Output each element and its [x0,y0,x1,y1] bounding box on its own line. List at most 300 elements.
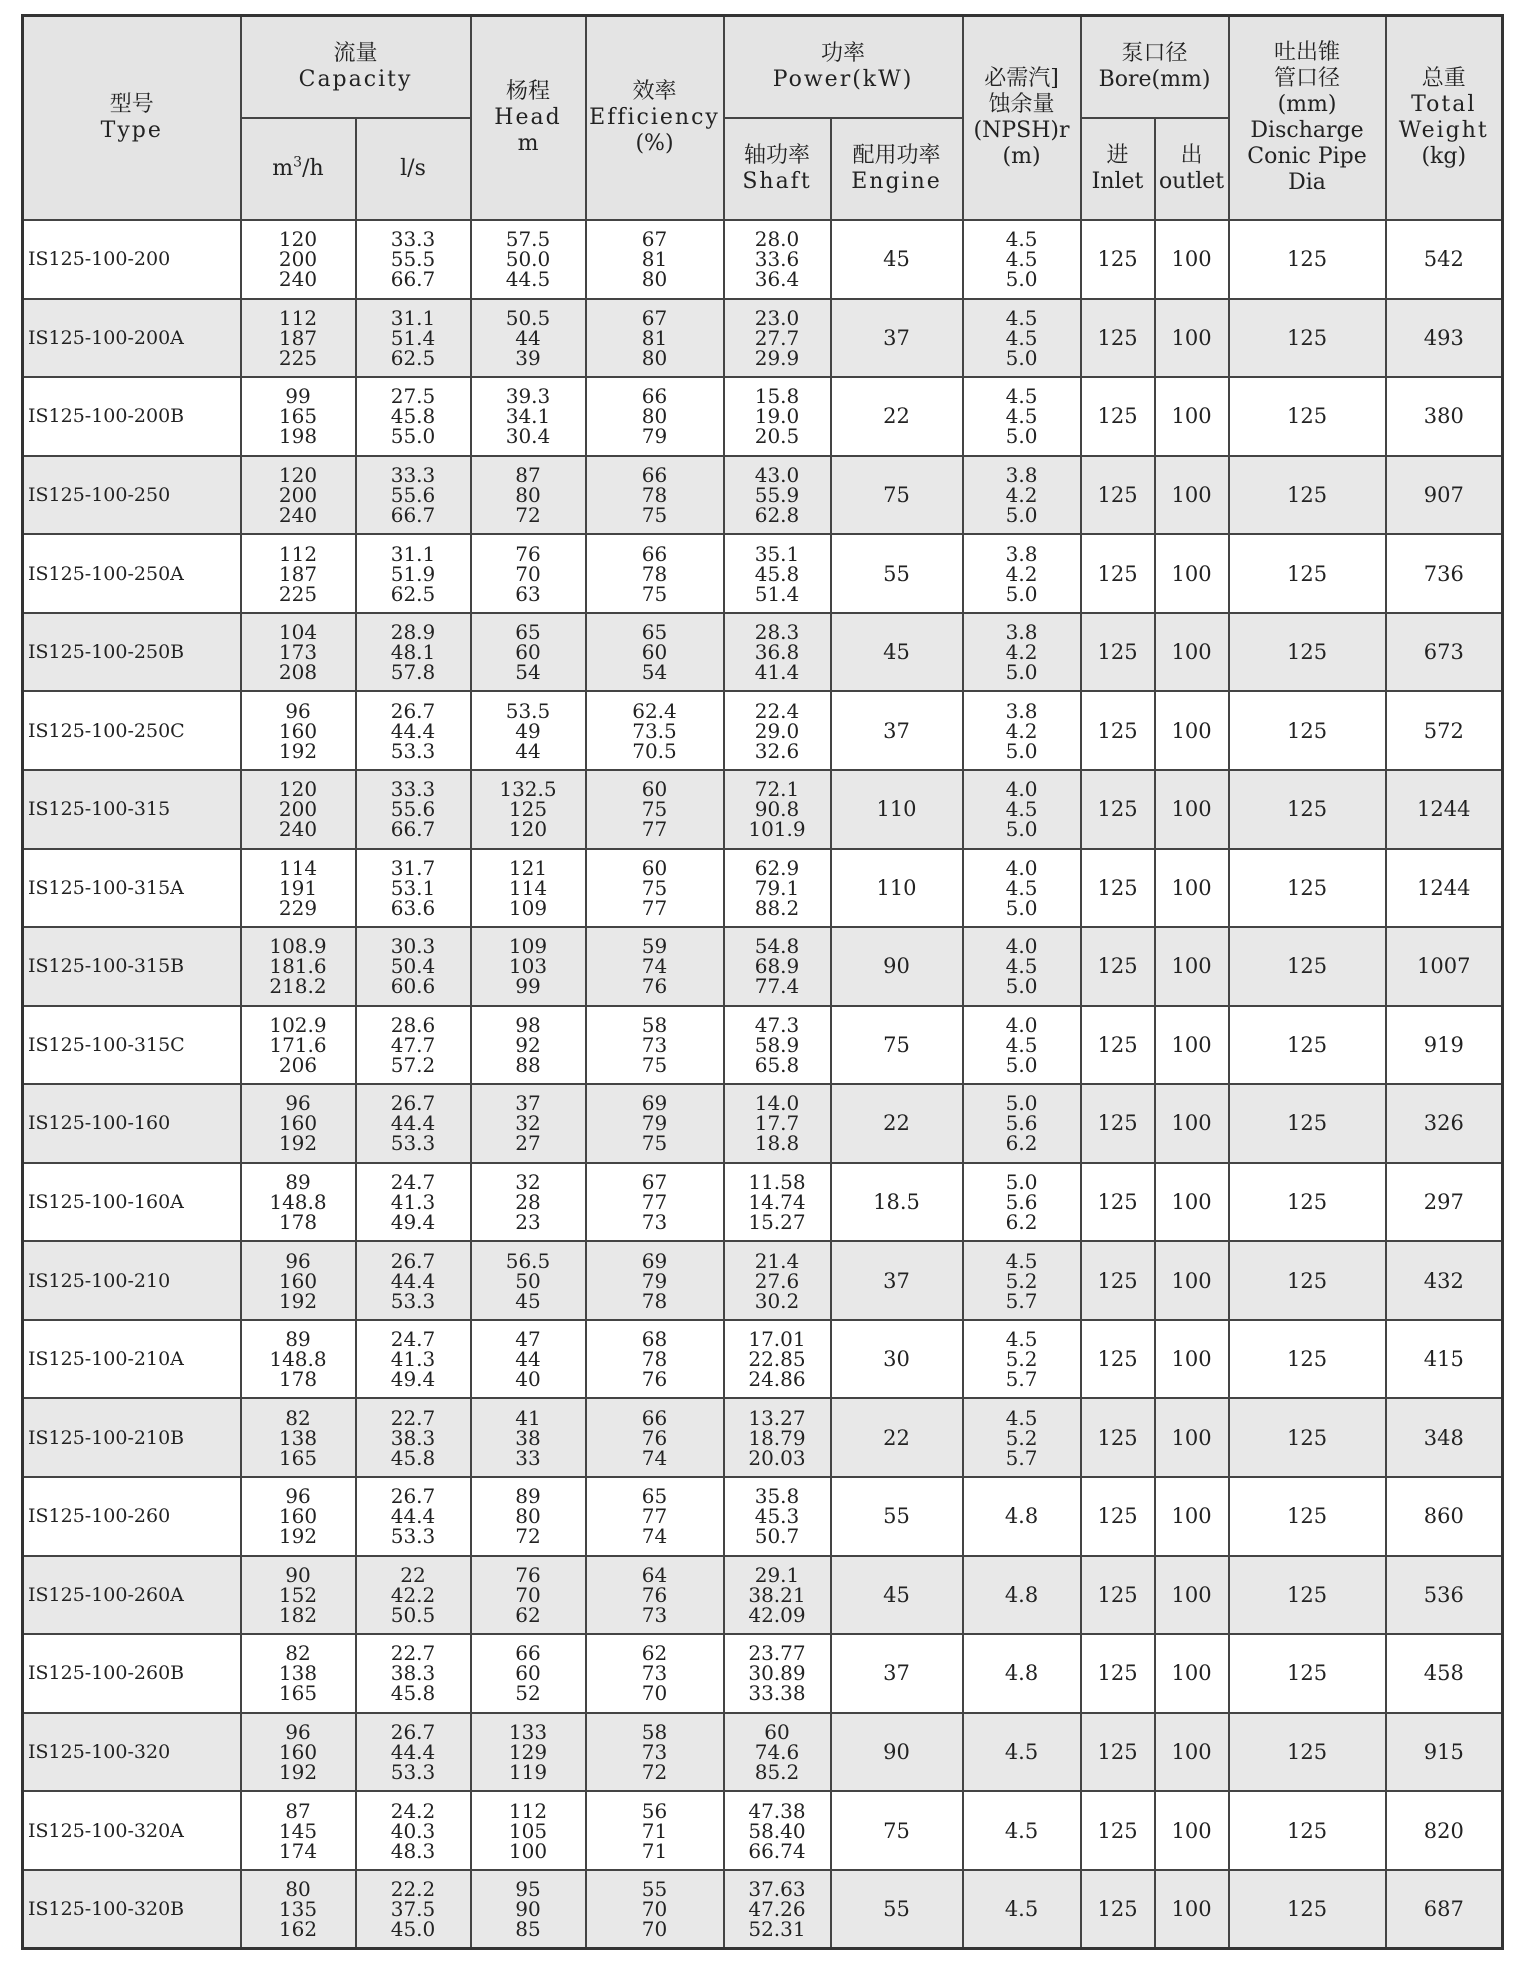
cell-engine-power: 18.5 [831,1163,963,1242]
cell-weight: 415 [1386,1320,1503,1399]
cell-capacity-ls-value: 24.2 [390,1798,436,1823]
cell-head-value: 50.5 [505,305,551,330]
cell-capacity-m3h-value: 80 [285,1876,311,1901]
table-row [23,299,1503,378]
cell-head [471,534,586,613]
cell-type: IS125-100-160 [23,1084,241,1163]
cell-head-value: 45 [515,1288,541,1313]
cell-npsh [963,613,1081,692]
cell-shaft-power-value: 45.3 [754,1504,800,1529]
cell-shaft-power-value: 22.4 [754,698,800,723]
cell-shaft-power-value: 90.8 [754,797,800,822]
cell-shaft-power-value: 50.7 [754,1524,800,1549]
header-eff-unit: (%) [635,131,674,156]
cell-head-value: 40 [515,1367,541,1392]
cell-capacity-m3h-value: 178 [278,1210,318,1235]
cell-efficiency [586,691,724,770]
cell-capacity-m3h-value: 198 [278,424,318,449]
cell-discharge: 125 [1229,849,1386,928]
cell-shaft-power-value: 33.6 [754,247,800,272]
cell-head [471,1556,586,1635]
cell-efficiency-value: 55 [641,1876,668,1901]
cell-inlet: 125 [1081,456,1155,535]
cell-efficiency-value: 56 [641,1798,668,1823]
cell-capacity-m3h-value: 191 [278,875,318,900]
cell-shaft-power [724,299,831,378]
cell-head-value: 66 [515,1641,541,1666]
cell-head-value: 98 [515,1012,541,1037]
cell-efficiency-value: 75 [641,502,668,527]
cell-efficiency-value: 77 [641,1190,668,1215]
cell-efficiency-value: 79 [641,1111,668,1136]
cell-capacity-m3h-value: 145 [278,1818,318,1843]
cell-efficiency-value: 76 [641,974,668,999]
cell-shaft-power-value: 74.6 [754,1739,800,1764]
cell-discharge: 125 [1229,1006,1386,1085]
cell-capacity-m3h-value: 138 [278,1425,318,1450]
cell-head [471,456,586,535]
cell-efficiency-value: 78 [641,482,668,507]
table-row [23,534,1503,613]
cell-capacity-ls-value: 24.7 [390,1170,436,1195]
cell-efficiency-value: 75 [641,1131,668,1156]
cell-capacity-m3h-value: 240 [278,502,318,527]
cell-capacity-ls-value: 33.3 [390,462,436,487]
cell-capacity-ls [356,1398,471,1477]
cell-capacity-m3h [241,1477,356,1556]
cell-capacity-m3h [241,1163,356,1242]
cell-capacity-m3h-value: 165 [278,1681,318,1706]
cell-capacity-ls-value: 48.3 [390,1838,436,1863]
cell-npsh-value: 5.7 [1005,1367,1038,1392]
cell-capacity-m3h-value: 178 [278,1367,318,1392]
cell-efficiency-value: 78 [641,561,668,586]
cell-inlet: 125 [1081,534,1155,613]
cell-head-value: 27 [515,1131,541,1156]
cell-efficiency-value: 64 [641,1562,668,1587]
cell-shaft-power-value: 43.0 [754,462,800,487]
cell-type: IS125-100-315A [23,849,241,928]
cell-head-value: 120 [508,817,548,842]
cell-head-value: 105 [508,1818,548,1843]
cell-shaft-power-value: 62.8 [754,502,800,527]
cell-npsh-value: 3.8 [1005,462,1038,487]
cell-discharge: 125 [1229,377,1386,456]
cell-capacity-ls [356,220,471,299]
cell-capacity-ls-value: 26.7 [390,1484,436,1509]
header-disc-cn1: 吐出锥 [1274,40,1341,65]
header-type-en: Type [100,118,163,143]
cell-capacity-ls-value: 44.4 [390,718,436,743]
cell-efficiency-value: 75 [641,875,668,900]
cell-npsh [963,927,1081,1006]
cell-inlet: 125 [1081,849,1155,928]
cell-capacity-ls [356,534,471,613]
cell-engine-power: 55 [831,1477,963,1556]
cell-efficiency-value: 70 [641,1681,668,1706]
cell-capacity-m3h [241,377,356,456]
cell-outlet: 100 [1155,1477,1229,1556]
cell-shaft-power-value: 29.1 [754,1562,800,1587]
cell-discharge: 125 [1229,1870,1386,1949]
cell-inlet: 125 [1081,1556,1155,1635]
cell-engine-power: 90 [831,1713,963,1792]
cell-efficiency [586,1634,724,1713]
cell-inlet: 125 [1081,691,1155,770]
cell-efficiency-value: 66 [641,541,668,566]
cell-shaft-power-value: 14.74 [748,1190,806,1215]
header-engine-en: Engine [851,169,942,194]
cell-capacity-m3h-value: 187 [278,561,318,586]
cell-capacity-m3h-value: 99 [285,384,311,409]
cell-shaft-power-value: 36.8 [754,640,800,665]
cell-capacity-ls-value: 37.5 [390,1896,436,1921]
cell-head-value: 28 [515,1190,541,1215]
cell-capacity-ls-value: 38.3 [390,1425,436,1450]
cell-efficiency-value: 65 [641,1484,668,1509]
cell-capacity-m3h-value: 112 [278,541,318,566]
cell-outlet: 100 [1155,1398,1229,1477]
header-shaft [724,118,831,220]
cell-head-value: 38 [515,1425,541,1450]
cell-type: IS125-100-210B [23,1398,241,1477]
cell-efficiency [586,1870,724,1949]
cell-capacity-ls-value: 60.6 [390,974,436,999]
cell-capacity-ls [356,1870,471,1949]
cell-type: IS125-100-210 [23,1241,241,1320]
cell-shaft-power-value: 68.9 [754,954,800,979]
cell-efficiency [586,1320,724,1399]
cell-capacity-m3h-value: 89 [285,1170,311,1195]
cell-weight: 432 [1386,1241,1503,1320]
cell-efficiency-value: 78 [641,1288,668,1313]
header-power-cn: 功率 [821,41,866,66]
cell-shaft-power-value: 23.77 [748,1641,806,1666]
cell-efficiency [586,299,724,378]
header-engine [831,118,963,220]
cell-type: IS125-100-320B [23,1870,241,1949]
cell-efficiency [586,456,724,535]
header-bore-cn: 泵口径 [1121,41,1188,66]
cell-inlet: 125 [1081,220,1155,299]
cell-capacity-ls-value: 53.3 [390,1524,436,1549]
cell-capacity-m3h-value: 165 [278,1445,318,1470]
cell-capacity-m3h-value: 82 [285,1405,311,1430]
cell-capacity-ls-value: 50.5 [390,1602,436,1627]
cell-capacity-m3h-value: 162 [278,1916,318,1941]
cell-discharge: 125 [1229,1477,1386,1556]
cell-shaft-power-value: 85.2 [754,1759,800,1784]
cell-shaft-power-value: 28.0 [754,227,800,252]
cell-capacity-ls-value: 33.3 [390,227,436,252]
pump-spec-table [21,14,1504,1950]
header-shaft-cn: 轴功率 [743,143,810,168]
cell-shaft-power-value: 29.0 [754,718,800,743]
cell-discharge: 125 [1229,1791,1386,1870]
header-shaft-en: Shaft [742,169,812,194]
cell-head-value: 103 [508,954,548,979]
cell-outlet: 100 [1155,1713,1229,1792]
table-row [23,456,1503,535]
cell-capacity-ls-value: 28.9 [390,620,436,645]
cell-capacity-m3h [241,849,356,928]
cell-npsh [963,456,1081,535]
cell-head-value: 90 [515,1896,541,1921]
header-inlet [1081,118,1155,220]
cell-discharge: 125 [1229,1556,1386,1635]
cell-capacity-m3h-value: 108.9 [269,934,327,959]
cell-capacity-ls [356,691,471,770]
cell-capacity-ls-value: 40.3 [390,1818,436,1843]
cell-npsh: 4.5 [963,1713,1081,1792]
cell-npsh [963,1006,1081,1085]
cell-efficiency-value: 75 [641,797,668,822]
cell-capacity-m3h [241,1084,356,1163]
header-weight-unit: (kg) [1421,144,1467,169]
cell-engine-power: 22 [831,377,963,456]
cell-shaft-power [724,377,831,456]
cell-shaft-power [724,1163,831,1242]
cell-capacity-ls-value: 26.7 [390,1091,436,1116]
cell-npsh-value: 5.0 [1005,502,1038,527]
cell-efficiency-value: 73 [641,1739,668,1764]
cell-efficiency-value: 77 [641,895,668,920]
cell-inlet: 125 [1081,1320,1155,1399]
header-weight [1386,16,1503,221]
cell-capacity-ls-value: 26.7 [390,1248,436,1273]
cell-capacity-ls [356,456,471,535]
cell-shaft-power-value: 27.7 [754,325,800,350]
cell-outlet: 100 [1155,299,1229,378]
cell-npsh: 4.5 [963,1870,1081,1949]
cell-efficiency-value: 62 [641,1641,668,1666]
cell-weight: 348 [1386,1398,1503,1477]
cell-shaft-power [724,534,831,613]
header-type [23,16,241,221]
cell-efficiency-value: 75 [641,581,668,606]
cell-head-value: 72 [515,1524,541,1549]
cell-efficiency [586,1398,724,1477]
cell-npsh [963,691,1081,770]
cell-efficiency-value: 73 [641,1661,668,1686]
cell-capacity-ls [356,1634,471,1713]
cell-shaft-power [724,1398,831,1477]
cell-capacity-ls-value: 44.4 [390,1111,436,1136]
header-disc-en3: Dia [1288,170,1326,195]
cell-weight: 1244 [1386,770,1503,849]
cell-efficiency [586,377,724,456]
table-row [23,1477,1503,1556]
cell-shaft-power-value: 18.79 [748,1425,806,1450]
cell-efficiency [586,1163,724,1242]
cell-npsh-value: 4.0 [1005,934,1038,959]
cell-shaft-power [724,1320,831,1399]
cell-capacity-m3h-value: 135 [278,1896,318,1921]
cell-head [471,1791,586,1870]
cell-outlet: 100 [1155,1634,1229,1713]
cell-head [471,1713,586,1792]
cell-head-value: 49 [515,718,541,743]
cell-weight: 380 [1386,377,1503,456]
header-bore [1081,16,1229,119]
cell-engine-power: 90 [831,927,963,1006]
cell-capacity-ls-value: 31.1 [390,305,436,330]
cell-capacity-m3h-value: 114 [278,855,318,880]
cell-shaft-power [724,613,831,692]
cell-capacity-m3h [241,1320,356,1399]
cell-head [471,299,586,378]
cell-outlet: 100 [1155,1084,1229,1163]
cell-capacity-ls-value: 63.6 [390,895,436,920]
cell-capacity-ls-value: 44.4 [390,1504,436,1529]
cell-shaft-power [724,1241,831,1320]
cell-capacity-ls-value: 33.3 [390,777,436,802]
cell-capacity-m3h-value: 208 [278,660,318,685]
cell-efficiency-value: 81 [641,247,668,272]
cell-capacity-ls-value: 26.7 [390,698,436,723]
cell-head-value: 56.5 [505,1248,551,1273]
cell-inlet: 125 [1081,1634,1155,1713]
cell-shaft-power-value: 58.9 [754,1032,800,1057]
cell-capacity-ls-value: 45.8 [390,1445,436,1470]
cell-capacity-ls-value: 45.0 [390,1916,436,1941]
cell-head-value: 60 [515,640,541,665]
cell-head-value: 119 [508,1759,548,1784]
cell-type: IS125-100-320 [23,1713,241,1792]
cell-inlet: 125 [1081,613,1155,692]
cell-efficiency-value: 60 [641,855,668,880]
cell-npsh-value: 4.2 [1005,640,1038,665]
cell-shaft-power-value: 65.8 [754,1052,800,1077]
cell-head [471,1477,586,1556]
cell-engine-power: 45 [831,1556,963,1635]
cell-capacity-m3h-value: 96 [285,1484,311,1509]
cell-capacity-ls-value: 53.3 [390,1759,436,1784]
cell-efficiency [586,1084,724,1163]
cell-npsh-value: 5.0 [1005,345,1038,370]
cell-head [471,1163,586,1242]
cell-efficiency [586,534,724,613]
cell-shaft-power-value: 28.3 [754,620,800,645]
cell-capacity-ls [356,1084,471,1163]
cell-inlet: 125 [1081,770,1155,849]
cell-efficiency-value: 67 [641,305,668,330]
cell-engine-power: 55 [831,534,963,613]
cell-head-value: 57.5 [505,227,551,252]
cell-head-value: 121 [508,855,548,880]
cell-weight: 1007 [1386,927,1503,1006]
cell-capacity-ls [356,1320,471,1399]
cell-outlet: 100 [1155,1163,1229,1242]
cell-npsh-value: 6.2 [1005,1210,1038,1235]
cell-shaft-power-value: 66.74 [748,1838,806,1863]
cell-discharge: 125 [1229,456,1386,535]
cell-head-value: 39 [515,345,541,370]
cell-inlet: 125 [1081,1870,1155,1949]
header-npsh-cn2: 蚀余量 [988,92,1055,117]
cell-capacity-ls-value: 49.4 [390,1210,436,1235]
cell-capacity-ls-value: 66.7 [390,267,436,292]
cell-npsh-value: 4.5 [1005,384,1038,409]
cell-weight: 326 [1386,1084,1503,1163]
cell-head-value: 65 [515,620,541,645]
cell-capacity-m3h [241,1634,356,1713]
cell-outlet: 100 [1155,456,1229,535]
cell-efficiency-value: 78 [641,1347,668,1372]
cell-head [471,1398,586,1477]
cell-capacity-ls-value: 51.9 [390,561,436,586]
cell-shaft-power-value: 30.89 [748,1661,806,1686]
cell-capacity-m3h-value: 192 [278,1524,318,1549]
cell-outlet: 100 [1155,377,1229,456]
table-row [23,1556,1503,1635]
table-row [23,1084,1503,1163]
cell-capacity-ls-value: 45.8 [390,404,436,429]
cell-efficiency-value: 67 [641,227,668,252]
cell-capacity-ls [356,613,471,692]
cell-capacity-ls-value: 55.0 [390,424,436,449]
cell-efficiency [586,220,724,299]
cell-engine-power: 110 [831,849,963,928]
cell-type: IS125-100-315C [23,1006,241,1085]
cell-capacity-m3h-value: 173 [278,640,318,665]
cell-npsh-value: 4.5 [1005,227,1038,252]
cell-capacity-m3h-value: 206 [278,1052,318,1077]
cell-capacity-m3h-value: 120 [278,462,318,487]
cell-head-value: 109 [508,895,548,920]
cell-shaft-power-value: 88.2 [754,895,800,920]
header-disc-en1: Discharge [1250,118,1364,143]
header-engine-cn: 配用功率 [852,143,941,168]
cell-capacity-ls-value: 47.7 [390,1032,436,1057]
cell-shaft-power-value: 52.31 [748,1916,806,1941]
cell-shaft-power [724,1477,831,1556]
cell-engine-power: 45 [831,613,963,692]
cell-type: IS125-100-315 [23,770,241,849]
table-row [23,691,1503,770]
cell-head [471,1320,586,1399]
cell-efficiency [586,849,724,928]
cell-capacity-m3h-value: 229 [278,895,318,920]
cell-npsh [963,534,1081,613]
cell-npsh-value: 4.0 [1005,777,1038,802]
cell-capacity-ls [356,299,471,378]
cell-outlet: 100 [1155,927,1229,1006]
cell-npsh-value: 5.7 [1005,1445,1038,1470]
cell-shaft-power-value: 79.1 [754,875,800,900]
header-type-cn: 型号 [109,92,154,117]
table-body [23,220,1503,1949]
cell-npsh [963,849,1081,928]
cell-type: IS125-100-250A [23,534,241,613]
cell-capacity-ls-value: 26.7 [390,1719,436,1744]
cell-efficiency-value: 59 [641,934,668,959]
cell-head [471,1241,586,1320]
cell-shaft-power-value: 17.01 [748,1327,806,1352]
cell-weight: 572 [1386,691,1503,770]
cell-efficiency-value: 77 [641,817,668,842]
cell-efficiency-value: 66 [641,384,668,409]
cell-engine-power: 75 [831,1006,963,1085]
cell-capacity-m3h-value: 192 [278,1131,318,1156]
cell-head-value: 100 [508,1838,548,1863]
cell-capacity-ls-value: 50.4 [390,954,436,979]
cell-npsh-value: 5.6 [1005,1111,1038,1136]
cell-npsh-value: 3.8 [1005,698,1038,723]
cell-efficiency-value: 76 [641,1425,668,1450]
cell-capacity-m3h-value: 240 [278,817,318,842]
cell-shaft-power-value: 20.03 [748,1445,806,1470]
